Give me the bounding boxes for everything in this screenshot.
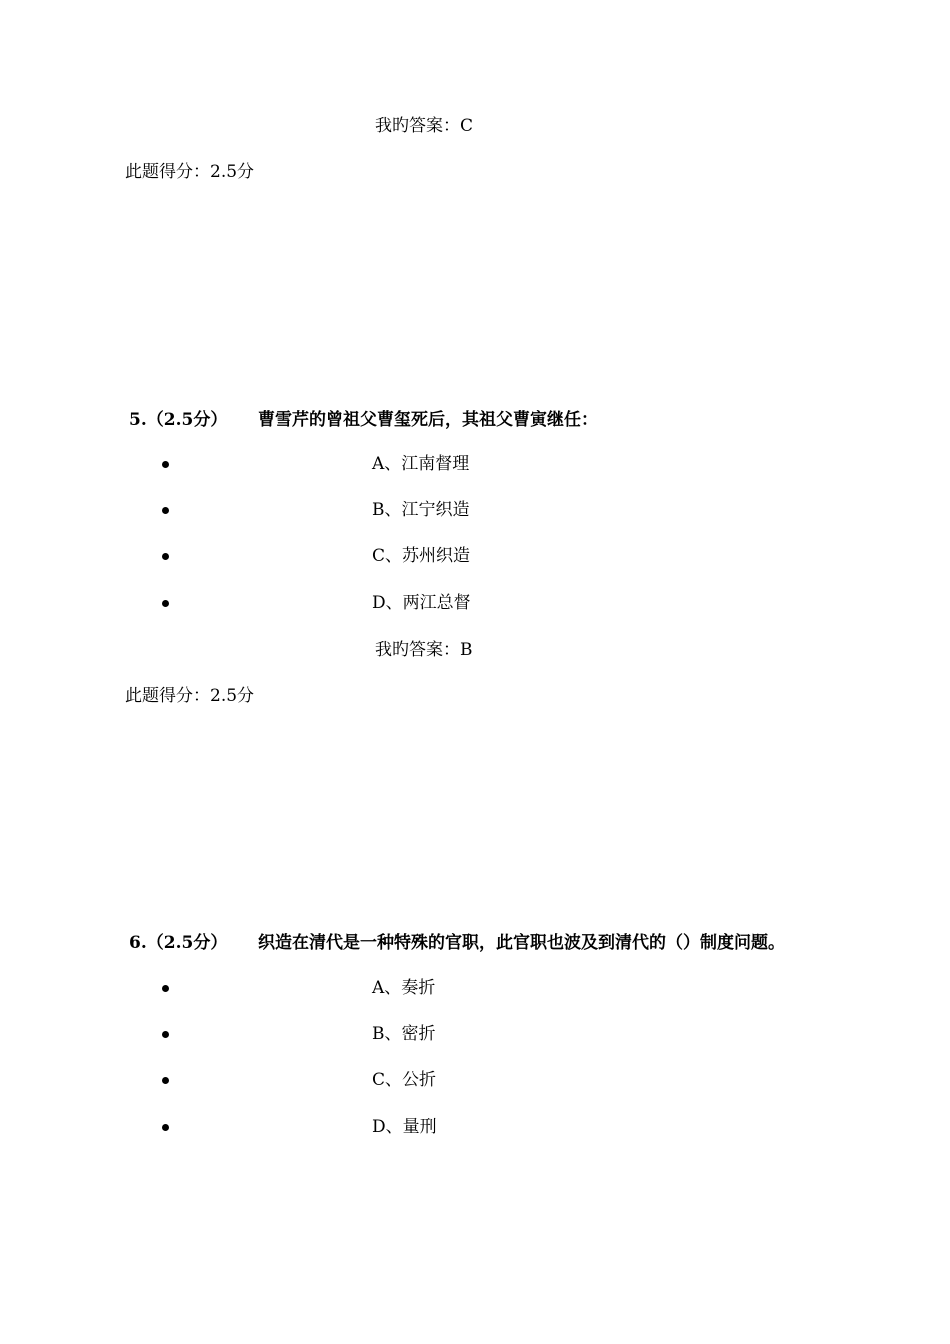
option-c[interactable]: C、苏州织造 bbox=[372, 546, 471, 566]
bullet-icon bbox=[162, 1077, 169, 1084]
question-text: 织造在清代是一种特殊的官职，此官职也波及到清代的（）制度问题。 bbox=[258, 933, 785, 953]
question-text: 曹雪芹的曾祖父曹玺死后，其祖父曹寅继任： bbox=[258, 410, 598, 430]
bullet-icon bbox=[162, 461, 169, 468]
option-b[interactable]: B、江宁织造 bbox=[372, 500, 470, 520]
option-d[interactable]: D、两江总督 bbox=[372, 593, 471, 613]
question-number: 5.（2.5分） bbox=[129, 410, 228, 430]
bullet-icon bbox=[162, 507, 169, 514]
bullet-icon bbox=[162, 600, 169, 607]
my-answer: 我旳答案：B bbox=[375, 640, 473, 660]
bullet-icon bbox=[162, 1031, 169, 1038]
bullet-icon bbox=[162, 985, 169, 992]
bullet-icon bbox=[162, 553, 169, 560]
question-number: 6.（2.5分） bbox=[129, 933, 228, 953]
option-b[interactable]: B、密折 bbox=[372, 1024, 436, 1044]
option-d[interactable]: D、量刑 bbox=[372, 1117, 437, 1137]
option-a[interactable]: A、江南督理 bbox=[372, 454, 470, 474]
option-a[interactable]: A、奏折 bbox=[372, 978, 436, 998]
my-answer: 我旳答案：C bbox=[375, 116, 474, 136]
question-score: 此题得分：2.5分 bbox=[125, 686, 255, 706]
question-score: 此题得分：2.5分 bbox=[125, 162, 255, 182]
bullet-icon bbox=[162, 1124, 169, 1131]
option-c[interactable]: C、公折 bbox=[372, 1070, 437, 1090]
